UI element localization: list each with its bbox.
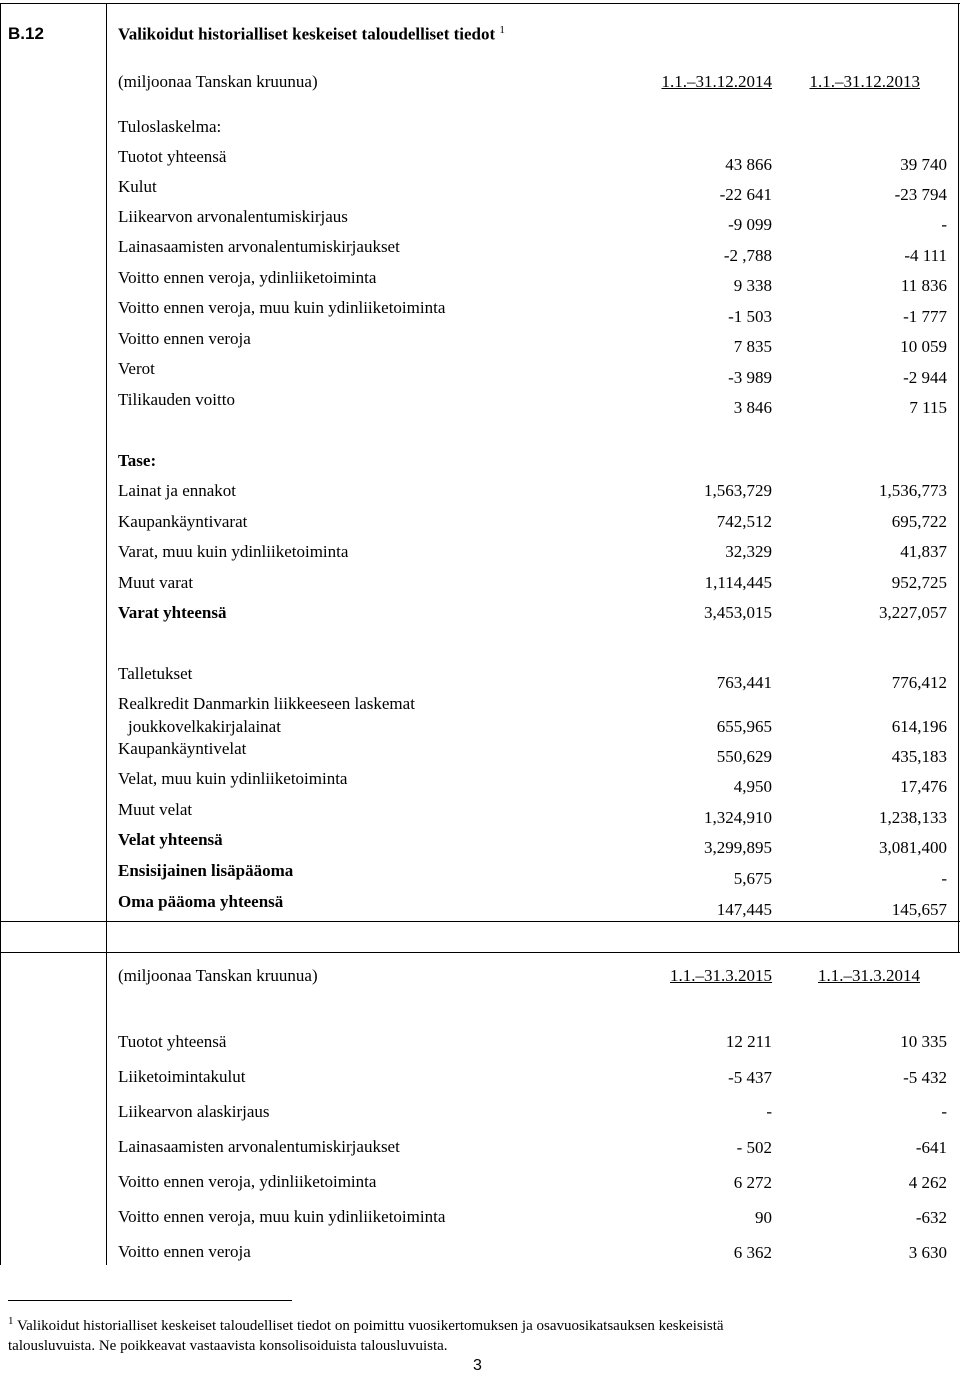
row-value: 6 272 <box>733 1173 772 1192</box>
row-value: -5 437 <box>728 1068 772 1087</box>
row-value: 1,114,445 <box>704 573 772 592</box>
period-header: 1.1.–31.12.2014 <box>661 72 772 91</box>
row-label-total: Velat yhteensä <box>118 830 223 849</box>
row-label: Voitto ennen veroja <box>118 329 251 348</box>
footnote-reference: 1 <box>499 24 505 36</box>
row-value: 5,675 <box>733 869 772 888</box>
row-value: 4,950 <box>733 777 772 796</box>
row-value: 39 740 <box>900 155 947 174</box>
row-value: -22 641 <box>719 185 772 204</box>
page-number: 3 <box>473 1357 482 1374</box>
row-value: - <box>766 1102 772 1121</box>
footnote <box>8 1311 724 1356</box>
row-value: 17,476 <box>900 777 947 796</box>
footnote-line: talousluvuista. Ne poikkeavat vastaavista konsolisoiduista talousluvuista. <box>8 1338 448 1354</box>
row-label: Tilikauden voitto <box>118 390 235 409</box>
row-label: Velat, muu kuin ydinliiketoiminta <box>118 769 348 788</box>
row-label: Voitto ennen veroja, muu kuin ydinliiketoiminta <box>118 1207 446 1226</box>
row-value: 3 630 <box>908 1243 947 1262</box>
row-label: Voitto ennen veroja, muu kuin ydinliiketoiminta <box>118 298 446 317</box>
period-header: 1.1.–31.3.2014 <box>818 966 920 985</box>
row-value: 1,536,773 <box>879 481 947 500</box>
section-number: B.12 <box>8 24 44 43</box>
row-value: 147,445 <box>716 900 772 919</box>
table-right-border <box>958 3 959 953</box>
row-value: 6 362 <box>733 1243 772 1262</box>
period-header: 1.1.–31.12.2013 <box>809 72 920 91</box>
row-value: 550,629 <box>716 747 772 766</box>
row-label: Voitto ennen veroja, ydinliiketoiminta <box>118 1172 377 1191</box>
separator-line <box>0 952 960 953</box>
row-value: - <box>941 1102 947 1121</box>
row-label: Tuotot yhteensä <box>118 1032 227 1051</box>
row-value: -1 503 <box>728 307 772 326</box>
unit-label: (miljoonaa Tanskan kruunua) <box>118 966 318 985</box>
row-label: Muut varat <box>118 573 194 592</box>
balance-heading: Tase: <box>118 451 157 470</box>
row-value: -23 794 <box>894 185 947 204</box>
footnote-line: Valikoidut historialliset keskeiset taloudelliset tiedot on poimittu vuosikertomuksen ja osavuosikatsauksen keskeisistä <box>16 1318 724 1334</box>
separator-line <box>0 921 960 922</box>
row-value: 145,657 <box>891 900 947 919</box>
row-value: -2 ,788 <box>723 246 772 265</box>
row-label: Lainat ja ennakot <box>118 481 237 500</box>
row-value: 4 262 <box>908 1173 947 1192</box>
row-value: 1,324,910 <box>704 808 772 827</box>
table-top-border <box>0 3 960 4</box>
row-value: 614,196 <box>891 717 947 736</box>
row-label: Voitto ennen veroja <box>118 1242 251 1261</box>
row-value: 1,563,729 <box>704 481 772 500</box>
row-value: 742,512 <box>716 512 772 531</box>
row-value: -632 <box>915 1208 947 1227</box>
row-label: Talletukset <box>118 664 193 683</box>
table-left-border <box>0 3 1 1265</box>
section-title <box>118 24 505 45</box>
row-value: -4 111 <box>904 246 947 265</box>
row-value: - <box>941 215 947 234</box>
row-value: -1 777 <box>903 307 947 326</box>
row-value: 9 338 <box>733 276 772 295</box>
row-label: Liiketoimintakulut <box>118 1067 246 1086</box>
row-label: Kaupankäyntivelat <box>118 739 247 758</box>
row-value: -2 944 <box>903 368 947 387</box>
row-value: 3,299,895 <box>704 838 772 857</box>
row-value: 41,837 <box>900 542 947 561</box>
row-value: 3 846 <box>733 398 772 417</box>
row-value: 3,081,400 <box>879 838 947 857</box>
row-label: Lainasaamisten arvonalentumiskirjaukset <box>118 237 400 256</box>
row-label: Liikearvon arvonalentumiskirjaus <box>118 207 348 226</box>
row-label: Kulut <box>118 177 157 196</box>
row-value: 1,238,133 <box>879 808 947 827</box>
row-value: 695,722 <box>891 512 947 531</box>
row-value: 655,965 <box>716 717 772 736</box>
row-value: 435,183 <box>891 747 947 766</box>
row-value: 43 866 <box>725 155 772 174</box>
row-label: Realkredit Danmarkin liikkeeseen laskemat <box>118 694 415 713</box>
row-value: -5 432 <box>903 1068 947 1087</box>
row-value: 3,227,057 <box>879 603 947 622</box>
row-value: 776,412 <box>891 673 947 692</box>
row-label: Voitto ennen veroja, ydinliiketoiminta <box>118 268 377 287</box>
row-value: 7 835 <box>733 337 772 356</box>
row-label: Tuotot yhteensä <box>118 147 227 166</box>
row-value: 12 211 <box>725 1032 772 1051</box>
row-value: 10 335 <box>900 1032 947 1051</box>
row-value: -3 989 <box>728 368 772 387</box>
section-title-text: Valikoidut historialliset keskeiset taloudelliset tiedot <box>118 24 496 44</box>
row-label: Muut velat <box>118 800 193 819</box>
footnote-marker: 1 <box>8 1315 14 1327</box>
row-value: 10 059 <box>900 337 947 356</box>
row-value: 90 <box>755 1208 772 1227</box>
row-value: 32,329 <box>725 542 772 561</box>
period-header: 1.1.–31.3.2015 <box>670 966 772 985</box>
row-label-total: Oma pääoma yhteensä <box>118 892 284 911</box>
row-label: Liikearvon alaskirjaus <box>118 1102 270 1121</box>
row-label-total: Varat yhteensä <box>118 603 227 622</box>
footnote-separator <box>8 1300 292 1301</box>
row-value: 763,441 <box>716 673 772 692</box>
row-value: 7 115 <box>909 398 947 417</box>
row-label: Kaupankäyntivarat <box>118 512 248 531</box>
table-column-divider <box>106 3 107 1265</box>
row-value: 952,725 <box>891 573 947 592</box>
row-label-total: Ensisijainen lisäpääoma <box>118 861 294 880</box>
row-value: 11 836 <box>900 276 947 295</box>
row-label-continuation: joukkovelkakirjalainat <box>128 717 281 736</box>
unit-label: (miljoonaa Tanskan kruunua) <box>118 72 318 91</box>
row-value: - <box>941 869 947 888</box>
row-value: -9 099 <box>728 215 772 234</box>
row-value: - 502 <box>736 1138 772 1157</box>
row-label: Varat, muu kuin ydinliiketoiminta <box>118 542 349 561</box>
income-heading: Tuloslaskelma: <box>118 117 222 136</box>
row-value: 3,453,015 <box>704 603 772 622</box>
row-label: Verot <box>118 359 155 378</box>
row-label: Lainasaamisten arvonalentumiskirjaukset <box>118 1137 400 1156</box>
row-value: -641 <box>915 1138 947 1157</box>
